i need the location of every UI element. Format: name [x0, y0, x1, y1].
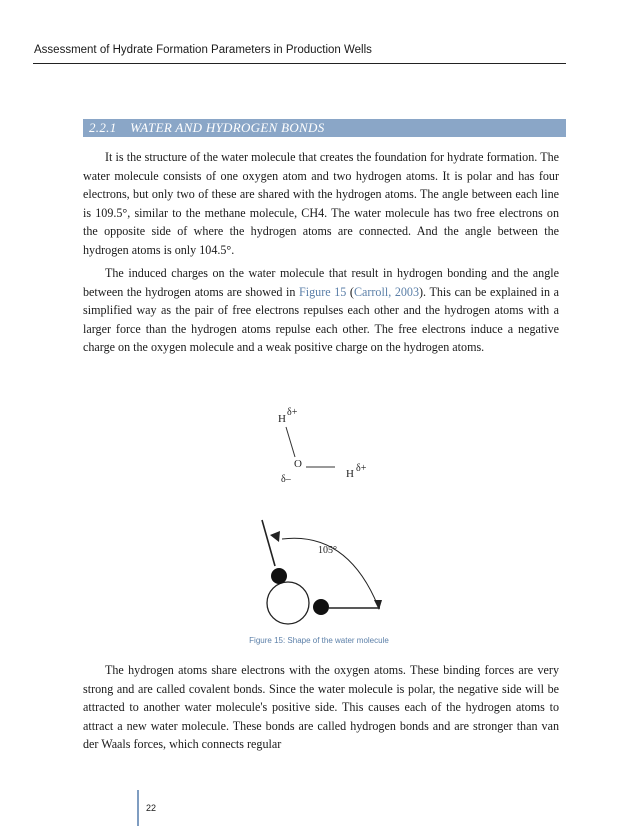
hydrogen-atom-top	[271, 568, 287, 584]
label-h-top: H	[278, 413, 286, 425]
water-molecule-figure	[242, 403, 402, 633]
label-delta-plus-right: δ+	[356, 463, 367, 474]
section-title: WATER AND HYDROGEN BONDS	[130, 120, 325, 135]
figure-reference-link[interactable]: Figure 15	[299, 284, 347, 299]
section-heading	[83, 119, 566, 137]
paragraph-2-text-b: ). This can be explained in a simplified way as the pair of free electrons repulses each other and the hydrogen atoms with a larger force than the hydrogen atoms repulse each other. The free electrons induce a negative charge on the oxygen molecule and a weak positive charge on the hydrogen atoms.	[83, 284, 559, 355]
citation-link[interactable]: Carroll, 2003	[353, 284, 420, 299]
electron-pair-line	[262, 520, 275, 566]
page-number: 22	[146, 803, 157, 813]
figure-caption: Figure 15: Shape of the water molecule	[249, 636, 389, 645]
paragraph-2-open-paren: (	[346, 284, 354, 299]
paragraph-2	[83, 264, 559, 357]
charge-diagram	[278, 407, 367, 485]
label-oxygen: O	[294, 458, 302, 470]
label-delta-plus-top: δ+	[287, 407, 298, 418]
section-number: 2.2.1	[89, 120, 117, 135]
footer-rule	[137, 790, 139, 826]
angle-label: 105°	[318, 545, 337, 556]
hydrogen-atom-right	[313, 599, 329, 615]
label-h-right: H	[346, 468, 354, 480]
arrow-head-left	[270, 531, 280, 542]
label-delta-minus: δ–	[281, 474, 291, 485]
paragraph-1: It is the structure of the water molecule that creates the foundation for hydrate formation. The water molecule consists of one oxygen atom and two hydrogen atoms. It is polar and has four electrons, but only two of these are shared with the hydrogen atoms. The angle between each line is 109.5°, similar to the methane molecule, CH4. The water molecule has two free electrons on the opposite side of where the hydrogen atoms are connected. And the angle between the hydrogen atoms is only 104.5°.	[83, 150, 559, 257]
oxygen-atom	[267, 582, 309, 624]
paragraph-3: The hydrogen atoms share electrons with the oxygen atoms. These binding forces are very strong and are called covalent bonds. Since the water molecule is polar, the negative side will be attracted to another water molecule's positive side. This causes each of the hydrogen atoms to attract a new water molecule. These bonds are called hydrogen bonds and are stronger than van der Waals forces, which connects regular	[83, 663, 559, 752]
page-header-title: Assessment of Hydrate Formation Parameters in Production Wells	[34, 44, 372, 56]
bond-line-vertical	[286, 427, 295, 457]
paragraph-2-text-a: The induced charges on the water molecule that result in hydrogen bonding and the angle between the hydrogen atoms are showed in	[83, 266, 559, 299]
angle-diagram	[262, 520, 382, 624]
header-rule	[33, 63, 566, 64]
